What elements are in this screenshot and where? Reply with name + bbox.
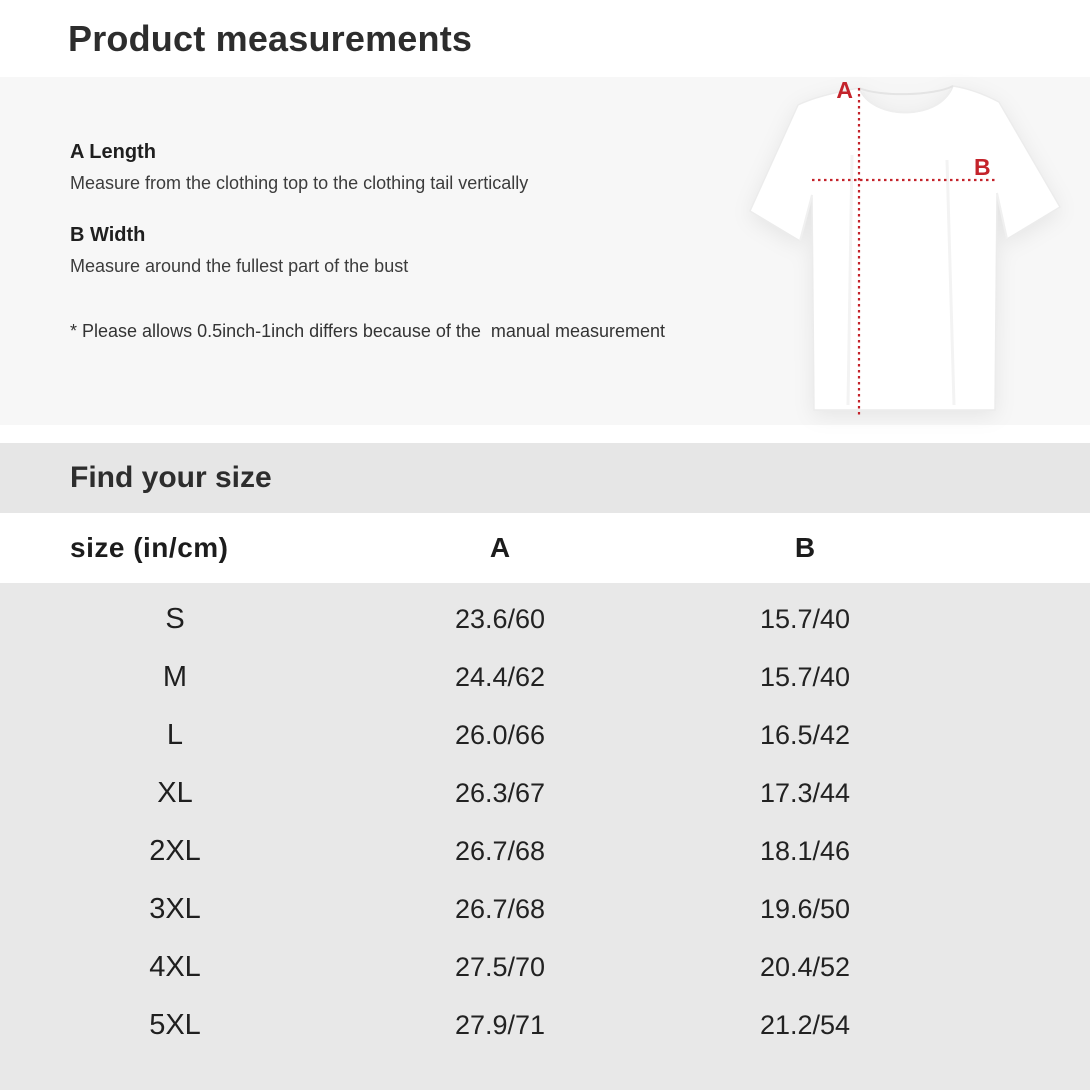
size-label: 5XL [149, 1008, 201, 1041]
length-value: 26.7/68 [454, 835, 546, 866]
width-value: 15.7/40 [759, 661, 851, 692]
size-table-row [0, 590, 1090, 648]
width-value: 21.2/54 [759, 1009, 851, 1040]
size-label: 3XL [149, 892, 201, 925]
size-table-row [0, 880, 1090, 938]
size-table-body [0, 583, 1090, 1090]
length-value: 27.5/70 [454, 951, 546, 982]
size-table-row [0, 996, 1090, 1054]
measurement-disclaimer: * Please allows 0.5inch-1inch differs because of the manual measurement [70, 321, 666, 341]
length-value: 27.9/71 [454, 1009, 546, 1040]
length-value: 24.4/62 [454, 661, 546, 692]
size-table-header [0, 513, 1090, 583]
size-unit-header: size (in/cm) [70, 532, 229, 563]
size-label: 4XL [149, 950, 201, 983]
width-value: 18.1/46 [759, 835, 851, 866]
width-value: 17.3/44 [759, 777, 851, 808]
find-size-title: Find your size [70, 461, 272, 494]
length-value: 23.6/60 [454, 603, 546, 634]
size-table-row [0, 648, 1090, 706]
guide-b-label: B Width [70, 224, 146, 246]
page-title: Product measurements [68, 17, 473, 59]
width-value: 16.5/42 [759, 719, 851, 750]
column-header-b: B [794, 532, 816, 563]
width-value: 15.7/40 [759, 603, 851, 634]
measurement-guide-text [70, 141, 750, 277]
tshirt-measurement-diagram [742, 65, 1078, 435]
size-label: XL [157, 776, 193, 809]
guide-a-description: Measure from the clothing top to the clothing tail vertically [70, 173, 529, 193]
measurement-guide-section [0, 77, 1090, 425]
size-label: M [162, 660, 188, 693]
size-table-row [0, 938, 1090, 996]
size-table-row [0, 764, 1090, 822]
size-label: 2XL [149, 834, 201, 867]
size-label: S [165, 602, 185, 635]
column-header-a: A [489, 532, 511, 563]
size-table-row [0, 706, 1090, 764]
diagram-label-b: B [974, 154, 991, 180]
guide-b-description: Measure around the fullest part of the bust [70, 256, 409, 276]
diagram-label-a: A [836, 77, 853, 103]
width-value: 20.4/52 [759, 951, 851, 982]
tshirt-icon [742, 65, 1078, 435]
length-value: 26.7/68 [454, 893, 546, 924]
width-value: 19.6/50 [759, 893, 851, 924]
find-size-section-header [0, 443, 1090, 513]
length-value: 26.0/66 [454, 719, 546, 750]
length-value: 26.3/67 [454, 777, 546, 808]
size-label: L [166, 718, 184, 751]
guide-a-label: A Length [70, 141, 156, 163]
size-table-row [0, 822, 1090, 880]
